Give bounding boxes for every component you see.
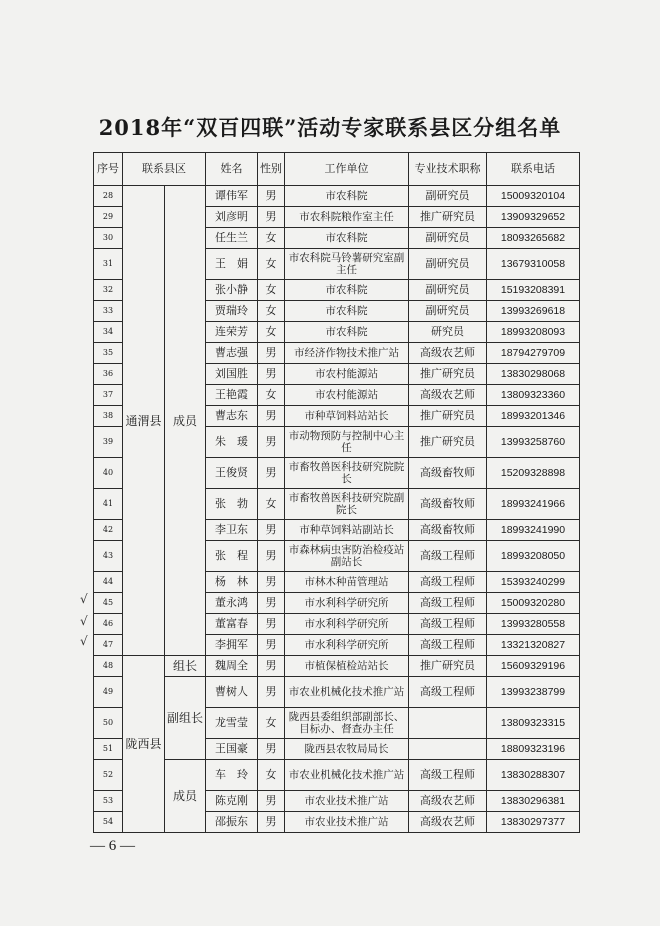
cell-unit: 市农业机械化技术推广站: [285, 760, 409, 791]
cell-name: 李卫东: [206, 520, 258, 541]
cell-title: 高级农艺师: [409, 385, 487, 406]
cell-phone: 13321320827: [487, 635, 580, 656]
cell-gender: 女: [258, 760, 285, 791]
cell-title: 高级工程师: [409, 677, 487, 708]
cell-unit: 市农科院马铃薯研究室副主任: [285, 249, 409, 280]
cell-seq: 29: [94, 207, 123, 228]
cell-unit: 市畜牧兽医科技研究院副院长: [285, 489, 409, 520]
cell-name: 董富春: [206, 614, 258, 635]
cell-phone: 13809323360: [487, 385, 580, 406]
table-row: [94, 760, 580, 791]
cell-name: 王艳霞: [206, 385, 258, 406]
cell-gender: 男: [258, 207, 285, 228]
cell-seq: 45: [94, 593, 123, 614]
cell-seq: 30: [94, 228, 123, 249]
cell-unit: 市农业技术推广站: [285, 791, 409, 812]
cell-title: 高级工程师: [409, 635, 487, 656]
cell-phone: 15193208391: [487, 280, 580, 301]
cell-unit: 市农科院: [285, 228, 409, 249]
cell-title: 推广研究员: [409, 207, 487, 228]
cell-gender: 男: [258, 677, 285, 708]
cell-seq: 39: [94, 427, 123, 458]
cell-name: 张 程: [206, 541, 258, 572]
cell-name: 李拥军: [206, 635, 258, 656]
cell-title: 副研究员: [409, 280, 487, 301]
cell-unit: 市种草饲料站副站长: [285, 520, 409, 541]
cell-unit: 市植保植检站站长: [285, 656, 409, 677]
cell-unit: 市水利科学研究所: [285, 614, 409, 635]
cell-gender: 男: [258, 520, 285, 541]
cell-gender: 男: [258, 812, 285, 833]
handwritten-check-mark: √: [80, 614, 88, 628]
cell-title: 高级工程师: [409, 760, 487, 791]
cell-name: 张小静: [206, 280, 258, 301]
cell-title: 研究员: [409, 322, 487, 343]
header-unit: 工作单位: [285, 153, 409, 186]
header-gender: 性别: [258, 153, 285, 186]
header-name: 姓名: [206, 153, 258, 186]
cell-gender: 女: [258, 708, 285, 739]
header-county: 联系县区: [123, 153, 206, 186]
cell-unit: 陇西县农牧局局长: [285, 739, 409, 760]
table-row: [94, 677, 580, 708]
cell-seq: 32: [94, 280, 123, 301]
expert-roster-table: [93, 152, 580, 833]
cell-gender: 女: [258, 385, 285, 406]
cell-name: 王国豪: [206, 739, 258, 760]
cell-seq: 47: [94, 635, 123, 656]
table-row: [94, 656, 580, 677]
cell-phone: 13830288307: [487, 760, 580, 791]
cell-gender: 男: [258, 593, 285, 614]
cell-gender: 男: [258, 186, 285, 207]
cell-title: 推广研究员: [409, 364, 487, 385]
cell-seq: 53: [94, 791, 123, 812]
cell-phone: 13830298068: [487, 364, 580, 385]
cell-gender: 男: [258, 572, 285, 593]
role-cell-longxi-deputy: 副组长: [165, 677, 206, 760]
cell-phone: 15209328898: [487, 458, 580, 489]
cell-gender: 男: [258, 614, 285, 635]
county-cell-longxi: 陇西县: [123, 656, 165, 833]
cell-title: 副研究员: [409, 249, 487, 280]
cell-unit: 市林木种苗管理站: [285, 572, 409, 593]
cell-gender: 男: [258, 364, 285, 385]
cell-unit: 市农科院: [285, 280, 409, 301]
cell-unit: 市动物预防与控制中心主任: [285, 427, 409, 458]
cell-unit: 市经济作物技术推广站: [285, 343, 409, 364]
cell-gender: 男: [258, 791, 285, 812]
cell-unit: 市农业技术推广站: [285, 812, 409, 833]
handwritten-check-mark: √: [80, 634, 88, 648]
cell-seq: 31: [94, 249, 123, 280]
cell-name: 魏周全: [206, 656, 258, 677]
cell-phone: 15609329196: [487, 656, 580, 677]
table-body: [94, 186, 580, 833]
handwritten-check-mark: √: [80, 592, 88, 606]
cell-phone: 18993208050: [487, 541, 580, 572]
cell-phone: 15009320104: [487, 186, 580, 207]
cell-seq: 42: [94, 520, 123, 541]
cell-unit: 市水利科学研究所: [285, 593, 409, 614]
cell-unit: 市农村能源站: [285, 364, 409, 385]
cell-seq: 35: [94, 343, 123, 364]
cell-title: 高级畜牧师: [409, 458, 487, 489]
county-cell-tongwei: 通渭县: [123, 186, 165, 656]
cell-unit: 市农科院: [285, 186, 409, 207]
cell-title: 副研究员: [409, 301, 487, 322]
cell-title: 高级畜牧师: [409, 520, 487, 541]
cell-name: 车 玲: [206, 760, 258, 791]
cell-seq: 28: [94, 186, 123, 207]
cell-unit: 市畜牧兽医科技研究院院长: [285, 458, 409, 489]
cell-title: 副研究员: [409, 228, 487, 249]
cell-unit: 市农科院粮作室主任: [285, 207, 409, 228]
role-cell-longxi-leader: 组长: [165, 656, 206, 677]
cell-phone: 15009320280: [487, 593, 580, 614]
header-seq: 序号: [94, 153, 123, 186]
cell-phone: 13993238799: [487, 677, 580, 708]
cell-phone: 18809323196: [487, 739, 580, 760]
cell-name: 王 娟: [206, 249, 258, 280]
cell-gender: 男: [258, 343, 285, 364]
cell-title: 副研究员: [409, 186, 487, 207]
cell-seq: 41: [94, 489, 123, 520]
cell-unit: 市农业机械化技术推广站: [285, 677, 409, 708]
cell-gender: 男: [258, 656, 285, 677]
cell-title: 高级农艺师: [409, 343, 487, 364]
cell-name: 曹志东: [206, 406, 258, 427]
cell-seq: 52: [94, 760, 123, 791]
cell-seq: 40: [94, 458, 123, 489]
cell-phone: 18093265682: [487, 228, 580, 249]
cell-title: 高级工程师: [409, 541, 487, 572]
cell-unit: 市农科院: [285, 301, 409, 322]
cell-phone: 18993201346: [487, 406, 580, 427]
cell-title: 推广研究员: [409, 406, 487, 427]
cell-name: 贾瑞玲: [206, 301, 258, 322]
cell-title: 高级农艺师: [409, 791, 487, 812]
header-title: 专业技术职称: [409, 153, 487, 186]
cell-seq: 34: [94, 322, 123, 343]
cell-phone: 18993208093: [487, 322, 580, 343]
cell-name: 王俊贤: [206, 458, 258, 489]
cell-name: 刘彦明: [206, 207, 258, 228]
cell-phone: 13679310058: [487, 249, 580, 280]
cell-phone: 13993258760: [487, 427, 580, 458]
cell-phone: 13909329652: [487, 207, 580, 228]
cell-phone: 13993269618: [487, 301, 580, 322]
cell-phone: 18794279709: [487, 343, 580, 364]
cell-phone: 18993241990: [487, 520, 580, 541]
cell-gender: 男: [258, 406, 285, 427]
table-row: [94, 186, 580, 207]
cell-phone: 18993241966: [487, 489, 580, 520]
cell-title: 高级畜牧师: [409, 489, 487, 520]
cell-gender: 女: [258, 228, 285, 249]
cell-seq: 43: [94, 541, 123, 572]
cell-name: 谭伟军: [206, 186, 258, 207]
cell-gender: 男: [258, 739, 285, 760]
cell-seq: 44: [94, 572, 123, 593]
document-title: 2018年“双百四联”活动专家联系县区分组名单: [98, 115, 562, 140]
cell-unit: 市种草饲料站站长: [285, 406, 409, 427]
table-header-row: [94, 153, 580, 186]
cell-title: 推广研究员: [409, 656, 487, 677]
cell-unit: 市农村能源站: [285, 385, 409, 406]
cell-seq: 54: [94, 812, 123, 833]
role-cell-longxi-member: 成员: [165, 760, 206, 833]
cell-name: 曹志强: [206, 343, 258, 364]
cell-title: 推广研究员: [409, 427, 487, 458]
cell-phone: 13830297377: [487, 812, 580, 833]
cell-gender: 女: [258, 489, 285, 520]
cell-title: [409, 708, 487, 739]
cell-seq: 37: [94, 385, 123, 406]
cell-gender: 男: [258, 635, 285, 656]
cell-gender: 女: [258, 301, 285, 322]
cell-seq: 49: [94, 677, 123, 708]
cell-gender: 男: [258, 458, 285, 489]
role-cell-tongwei-member: 成员: [165, 186, 206, 656]
cell-gender: 女: [258, 280, 285, 301]
cell-title: 高级农艺师: [409, 812, 487, 833]
cell-name: 任生兰: [206, 228, 258, 249]
cell-name: 杨 林: [206, 572, 258, 593]
cell-phone: 13993280558: [487, 614, 580, 635]
cell-gender: 女: [258, 249, 285, 280]
cell-seq: 48: [94, 656, 123, 677]
page-number: — 6 —: [90, 838, 135, 854]
cell-title: 高级工程师: [409, 614, 487, 635]
cell-title: 高级工程师: [409, 593, 487, 614]
cell-title: 高级工程师: [409, 572, 487, 593]
cell-gender: 女: [258, 322, 285, 343]
cell-name: 董永鸿: [206, 593, 258, 614]
cell-name: 连荣芳: [206, 322, 258, 343]
cell-phone: 13809323315: [487, 708, 580, 739]
cell-name: 邵振东: [206, 812, 258, 833]
cell-seq: 51: [94, 739, 123, 760]
cell-unit: 陇西县委组织部副部长、目标办、督查办主任: [285, 708, 409, 739]
cell-name: 陈克刚: [206, 791, 258, 812]
cell-unit: 市森林病虫害防治检疫站副站长: [285, 541, 409, 572]
cell-name: 龙雪莹: [206, 708, 258, 739]
cell-name: 张 勃: [206, 489, 258, 520]
cell-seq: 33: [94, 301, 123, 322]
cell-gender: 男: [258, 541, 285, 572]
cell-title: [409, 739, 487, 760]
cell-seq: 46: [94, 614, 123, 635]
cell-unit: 市农科院: [285, 322, 409, 343]
cell-name: 朱 瑗: [206, 427, 258, 458]
cell-seq: 38: [94, 406, 123, 427]
cell-phone: 13830296381: [487, 791, 580, 812]
cell-seq: 36: [94, 364, 123, 385]
cell-gender: 男: [258, 427, 285, 458]
cell-name: 刘国胜: [206, 364, 258, 385]
cell-phone: 15393240299: [487, 572, 580, 593]
cell-seq: 50: [94, 708, 123, 739]
cell-name: 曹树人: [206, 677, 258, 708]
header-phone: 联系电话: [487, 153, 580, 186]
cell-unit: 市水利科学研究所: [285, 635, 409, 656]
